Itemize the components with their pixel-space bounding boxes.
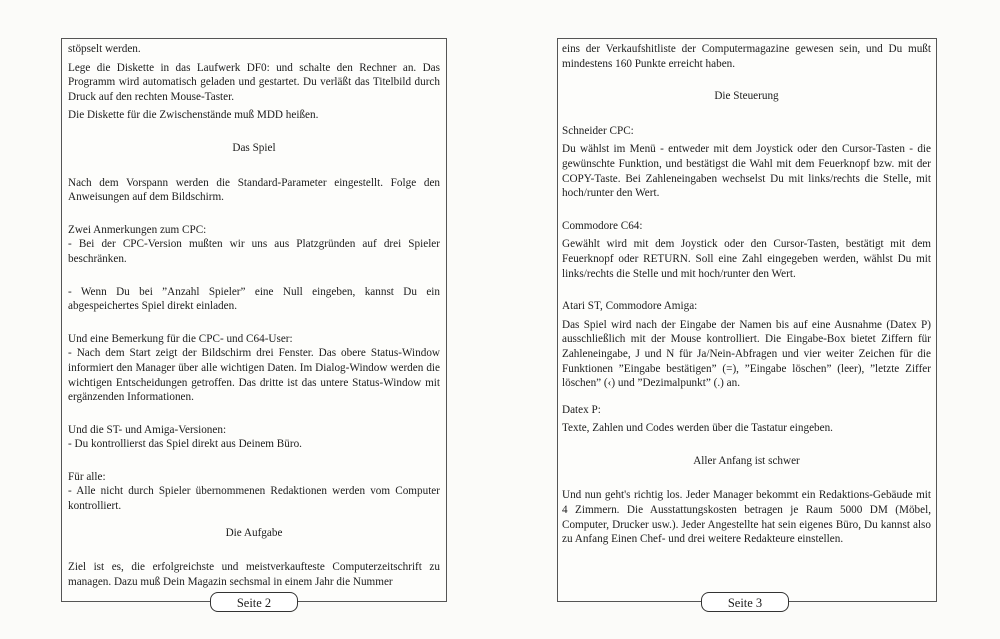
paragraph: Und die ST- und Amiga-Versionen: (68, 423, 227, 436)
paragraph: Schneider CPC: (562, 124, 634, 137)
paragraph: Du wählst im Menü - entweder mit dem Joystick oder den Cursor-Tasten - die gewünschte Funktion, und bestätigst die Wahl mit dem Feuerknopf bzw. mit der COPY-Taste. Bei Zahleneingaben wechselst Du mit links/rechts die Stelle, mit hoch/runter den Wert. (562, 143, 931, 200)
paragraph: Für alle: (68, 470, 106, 483)
paragraph: stöpselt werden. (68, 43, 141, 55)
paragraph: Die Diskette für die Zwischenstände muß MDD heißen. (68, 109, 319, 122)
paragraph: Commodore C64: (562, 219, 643, 232)
right-page (557, 38, 937, 610)
paragraph: - Wenn Du bei ”Anzahl Spieler” eine Null eingeben, kannst Du ein abgespeichertes Spiel direkt einladen. (68, 285, 440, 313)
paragraph: - Nach dem Start zeigt der Bildschirm drei Fenster. Das obere Status-Window informiert den Manager über alle wichtigen Daten. Im Dialog-Window werden die wichtigen Entscheidungen getroffen. Das dritte ist das untere Status-Window mit ergänzenden Informationen. (68, 347, 440, 404)
paragraph: - Alle nicht durch Spieler übernommenen Redaktionen werden vom Computer kontrolliert. (68, 485, 440, 513)
page-number-label: Seite 2 (210, 592, 298, 612)
paragraph: Lege die Diskette in das Laufwerk DF0: und schalte den Rechner an. Das Programm wird automatisch geladen und gestartet. Du verläßt das Titelbild durch Druck auf den rechten Mouse-Taster. (68, 61, 440, 103)
section-heading-die-aufgabe: Die Aufgabe (225, 526, 283, 539)
paragraph: Das Spiel wird nach der Eingabe der Namen bis auf eine Ausnahme (Datex P) ausschließlich mit der Mouse kontrolliert. Die Eingabe-Box bietet Ziffern für Zahleneingabe, J und N für Ja/Nein-Abfragen und vier weiter Zeichen für die Funktionen ”Eingabe bestätigen” (=), ”Eingabe löschen” (leer), ”letzte Ziffer löschen” (‹) und ”Dezimalpunkt” (.) an. (562, 318, 931, 390)
page-number-label: Seite 3 (701, 592, 789, 612)
paragraph: Datex P: (562, 403, 601, 416)
right-page-text (562, 42, 931, 551)
paragraph: - Du kontrollierst das Spiel direkt aus Deinem Büro. (68, 438, 302, 451)
paragraph: Zwei Anmerkungen zum CPC: (68, 223, 207, 236)
paragraph: Und eine Bemerkung für die CPC- und C64-User: (68, 332, 293, 345)
section-heading-das-spiel: Das Spiel (232, 141, 276, 154)
paragraph: eins der Verkaufshitliste der Computermagazine gewesen sein, und Du mußt mindestens 160 Punkte erreicht haben. (562, 43, 931, 70)
paragraph: Atari ST, Commodore Amiga: (562, 300, 698, 313)
paragraph: Texte, Zahlen und Codes werden über die Tastatur eingeben. (562, 422, 833, 435)
left-page (61, 38, 447, 610)
paragraph: Nach dem Vorspann werden die Standard-Parameter eingestellt. Folge den Anweisungen auf dem Bildschirm. (68, 176, 440, 204)
section-heading-die-steuerung: Die Steuerung (714, 90, 779, 103)
section-heading-aller-anfang: Aller Anfang ist schwer (693, 454, 800, 467)
paragraph: Ziel ist es, die erfolgreichste und meistverkaufteste Computerzeitschrift zu managen. Dazu muß Dein Magazin sechsmal in einem Jahr die Nummer (68, 561, 440, 588)
paragraph: Gewählt wird mit dem Joystick oder den Cursor-Tasten, bestätigt mit dem Feuerknopf oder RETURN. Soll eine Zahl eingegeben werden, wählst Du mit links/rechts die Stelle und mit hoch/runter den Wert. (562, 238, 931, 280)
paragraph: - Bei der CPC-Version mußten wir uns aus Platzgründen auf drei Spieler beschränken. (68, 238, 440, 265)
left-page-text (68, 42, 440, 593)
paragraph: Und nun geht's richtig los. Jeder Manager bekommt ein Redaktions-Gebäude mit 4 Zimmern. Die Ausstattungskosten betragen je Raum 5000 DM (Möbel, Computer, Drucker usw.). Jeder Angestellte hat sein eigenes Büro, Du kannst also zu Anfang Einen Chef- und drei weitere Redakteure einstellen. (562, 489, 931, 546)
